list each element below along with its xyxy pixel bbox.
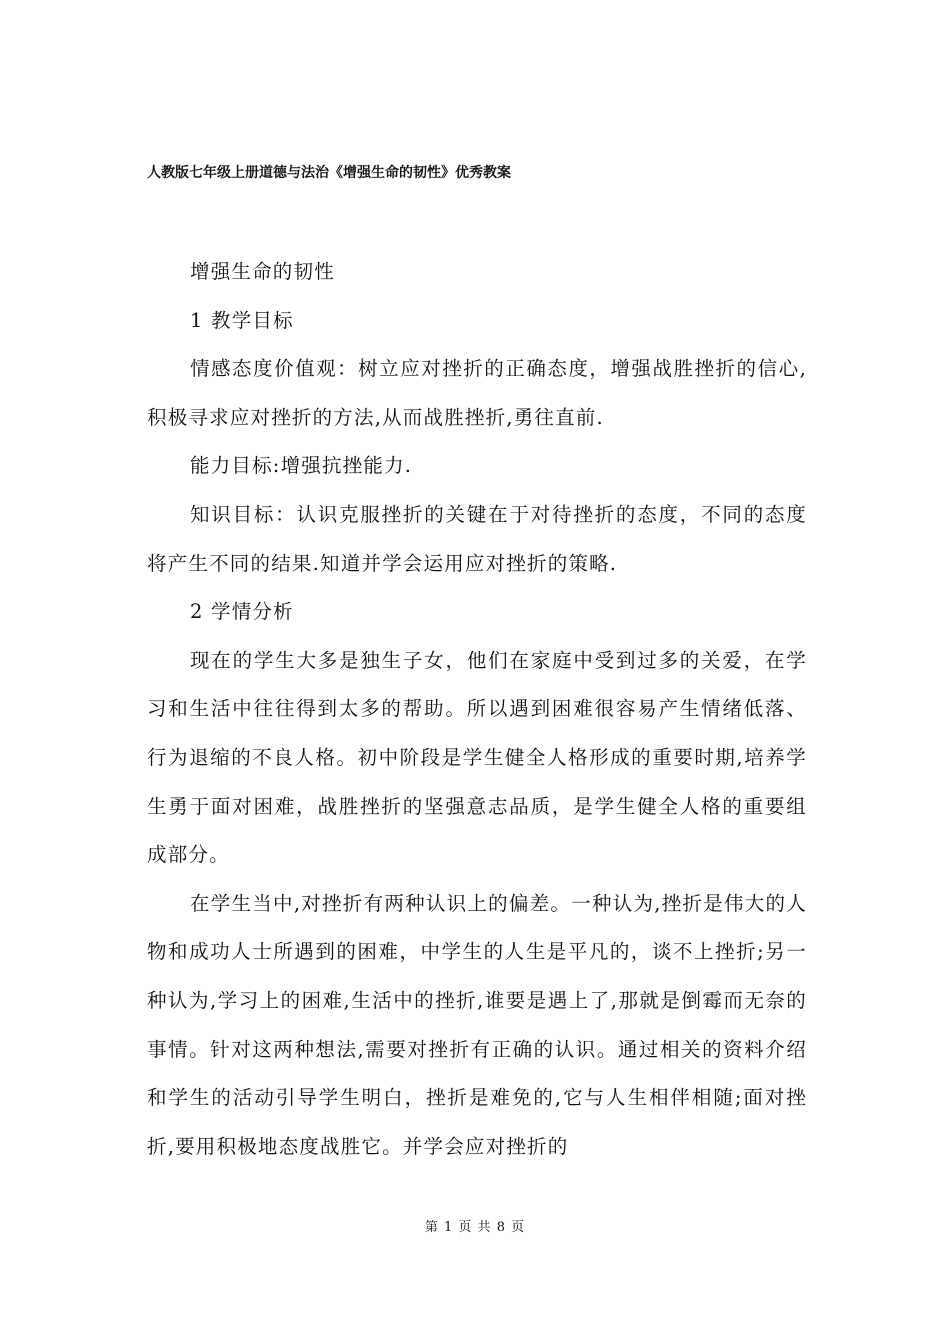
paragraph-emotion-goal: 情感态度价值观：树立应对挫折的正确态度，增强战胜挫折的信心,积极寻求应对挫折的方法,从而战胜挫折,勇往直前. (147, 357, 807, 429)
section-title: 增强生命的韧性 (190, 260, 335, 283)
page-number-footer: 第 1 页 共 8 页 (424, 1220, 526, 1235)
paragraph-knowledge-goal: 知识目标：认识克服挫折的关键在于对待挫折的态度，不同的态度将产生不同的结果.知道并学会运用应对挫折的策略. (147, 502, 807, 575)
paragraph-student-analysis-2: 在学生当中,对挫折有两种认识上的偏差。一种认为,挫折是伟大的人物和成功人士所遇到的困难，中学生的人生是平凡的，谈不上挫折;另一种认为,学习上的困难,生活中的挫折,谁要是遇上了,那就是倒霉而无奈的事情。针对这两种想法,需要对挫折有正确的认识。通过相关的资料介绍和学生的活动引导学生明白，挫折是难免的,它与人生相伴相随;面对挫折,要用积极地态度战胜它。并学会应对挫折的 (147, 891, 807, 1158)
document-body (147, 248, 807, 1171)
section-heading-teaching-goals: 1 教学目标 (190, 308, 294, 332)
document-header-title: 人教版七年级上册道德与法治《增强生命的韧性》优秀教案 (147, 165, 511, 181)
paragraph-student-analysis-1: 现在的学生大多是独生子女，他们在家庭中受到过多的关爱，在学习和生活中往往得到太多的帮助。所以遇到困难很容易产生情绪低落、行为退缩的不良人格。初中阶段是学生健全人格形成的重要时期,培养学生勇于面对困难，战胜挫折的坚强意志品质，是学生健全人格的重要组成部分。 (147, 648, 807, 867)
paragraph-ability-goal: 能力目标:增强抗挫能力. (190, 454, 413, 478)
section-heading-student-analysis: 2 学情分析 (190, 600, 294, 624)
